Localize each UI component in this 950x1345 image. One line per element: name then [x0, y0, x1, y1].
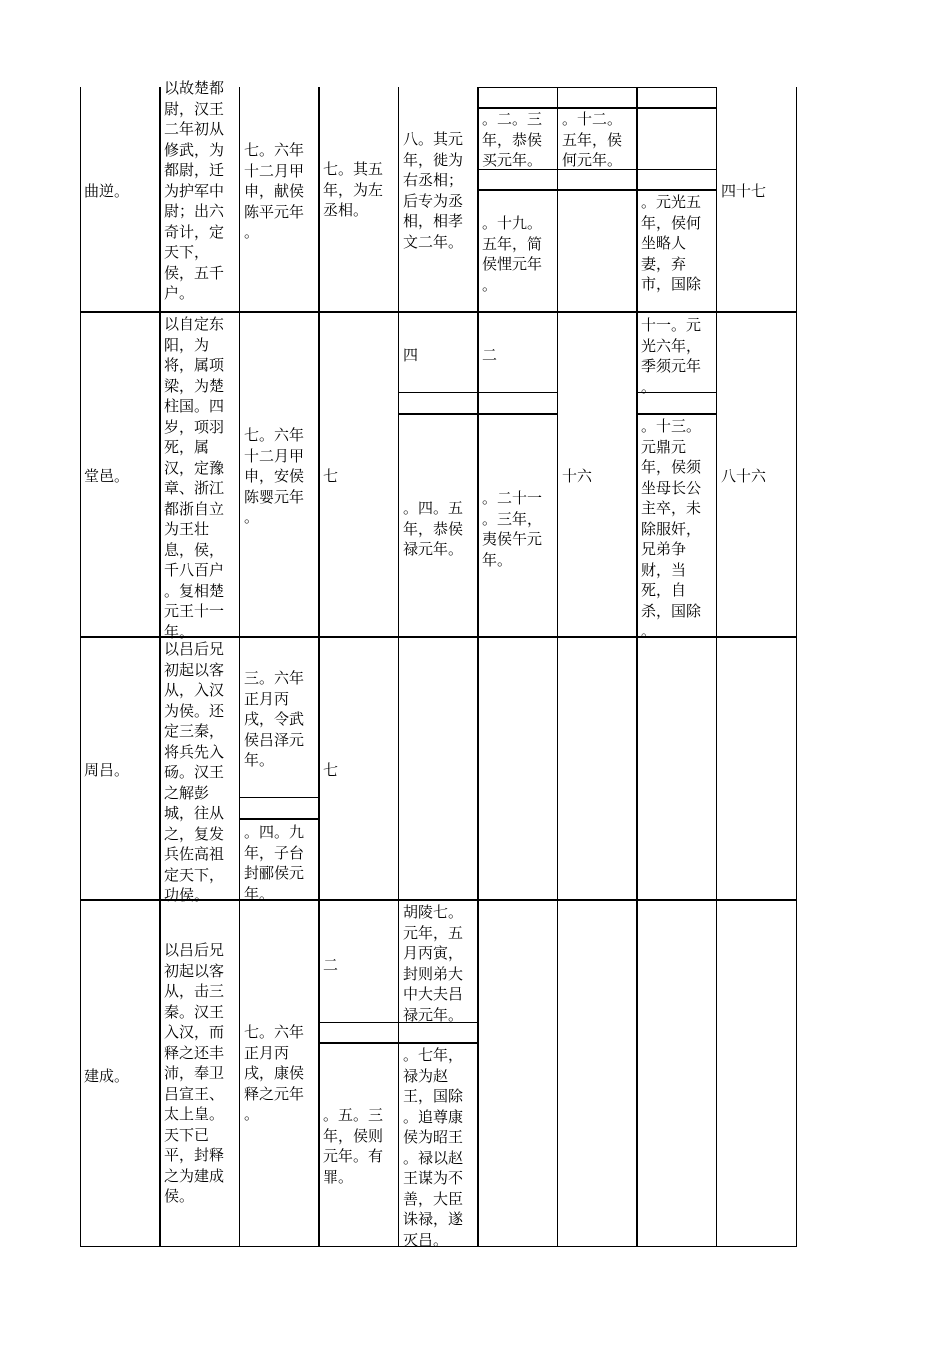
row-name: 堂邑。 [84, 467, 130, 485]
wendi-cell-a: 二 [482, 346, 498, 364]
subcell-line [239, 797, 319, 798]
jingdi-cell: 。十二。 五年，侯 何元年。 [562, 110, 623, 169]
gaohou-cell-a: 胡陵七。 元年，五 月丙寅， 封则弟大 中大夫吕 禄元年。 [403, 903, 464, 1024]
subcell-line [477, 189, 717, 191]
table-border-right [796, 87, 797, 1247]
subcell-line [398, 392, 558, 393]
table-border-left [80, 87, 81, 1247]
rank-cell: 四十七 [721, 182, 767, 200]
huidi-cell: 七 [323, 467, 339, 485]
subcell-line [318, 1042, 478, 1044]
column-divider [477, 87, 479, 1247]
gaohou-cell-a: 四 [403, 346, 419, 364]
merit-text: 以自定东 阳，为 将，属项 梁，为楚 柱国。四 岁，项羽 死，属 汉，定豫 章、浙江 都浙自立 为王壮 息，侯， 千八百户 。复相楚 元王十一 年。 [164, 315, 225, 641]
huidi-cell: 七。其五 年，为左 丞相。 [323, 160, 384, 219]
wendi-cell-b: 。二十一 。三年， 夷侯午元 年。 [482, 489, 543, 569]
subcell-line [636, 413, 717, 415]
merit-text: 以吕后兄 初起以客 从，击三 秦。汉王 入汉，而 释之还丰 沛，奉卫 吕宣王、 太上皇。 天下已 平，封释 之为建成 侯。 [164, 941, 225, 1205]
gaozu-cell: 七。六年 正月丙 戌，康侯 释之元年 。 [244, 1023, 305, 1123]
wendi-cell-b: 。十九。 五年，简 侯悝元年 。 [482, 214, 543, 294]
row-name: 周吕。 [84, 761, 130, 779]
huidi-cell-b: 。五。三 年，侯则 元年。有 罪。 [323, 1106, 384, 1186]
column-divider [239, 87, 240, 1247]
wudi-cell: 。元光五 年，侯何 坐略人 妻，弃 市，国除 [641, 193, 702, 293]
column-divider [398, 87, 399, 1247]
rank-cell: 八十六 [721, 467, 767, 485]
row-name: 曲逆。 [84, 182, 130, 200]
huidi-cell-a: 二 [323, 956, 339, 974]
row-divider [80, 311, 797, 313]
gaozu-cell: 七。六年 十二月甲 申，安侯 陈婴元年 。 [244, 426, 305, 526]
huidi-cell: 七 [323, 761, 339, 779]
merit-text: 以吕后兄 初起以客 从，入汉 为侯。还 定三秦， 将兵先入 砀。汉王 之解彭 城，往从 之，复发 兵佐高祖 定天下， 功侯。 [164, 640, 225, 904]
gaozu-cell: 七。六年 十二月甲 申，献侯 陈平元年 。 [244, 141, 305, 241]
subcell-line [477, 87, 717, 88]
column-divider [318, 87, 320, 1247]
merit-text: 以故楚都 尉，汉王 二年初从 修武，为 都尉，迁 为护军中 尉；出六 奇计，定 天下， 侯，五千 户。 [164, 79, 225, 302]
gaohou-cell-b: 。四。五 年，恭侯 禄元年。 [403, 499, 464, 558]
column-divider [716, 87, 717, 1247]
wendi-cell-a: 。二。三 年，恭侯 买元年。 [482, 110, 543, 169]
gaohou-cell: 八。其元 年，徙为 右丞相； 后专为丞 相，相孝 文二年。 [403, 130, 464, 251]
wudi-cell-a: 十一。元 光六年， 季须元年 。 [641, 316, 702, 396]
jingdi-cell: 十六 [562, 467, 593, 485]
gaozu-cell-b: 。四。九 年，子台 封郦侯元 年。 [244, 823, 305, 903]
column-divider [159, 87, 161, 1247]
row-name: 建成。 [84, 1067, 130, 1085]
column-divider [557, 87, 558, 1247]
wudi-cell-b: 。十三。 元鼎元 年，侯须 坐母长公 主卒，未 除服奸， 兄弟争 财，当 死，自 杀，国除 。 [641, 417, 702, 640]
subcell-line [398, 413, 558, 415]
subcell-line [239, 818, 319, 820]
gaohou-cell-b: 。七年， 禄为赵 王，国除 。追尊康 侯为昭王 。禄以赵 王谋为不 善，大臣 诛禄，遂 灭吕。 [403, 1046, 464, 1249]
column-divider [636, 87, 638, 1247]
gaozu-cell-a: 三。六年 正月丙 戌，令武 侯吕泽元 年。 [244, 669, 305, 769]
